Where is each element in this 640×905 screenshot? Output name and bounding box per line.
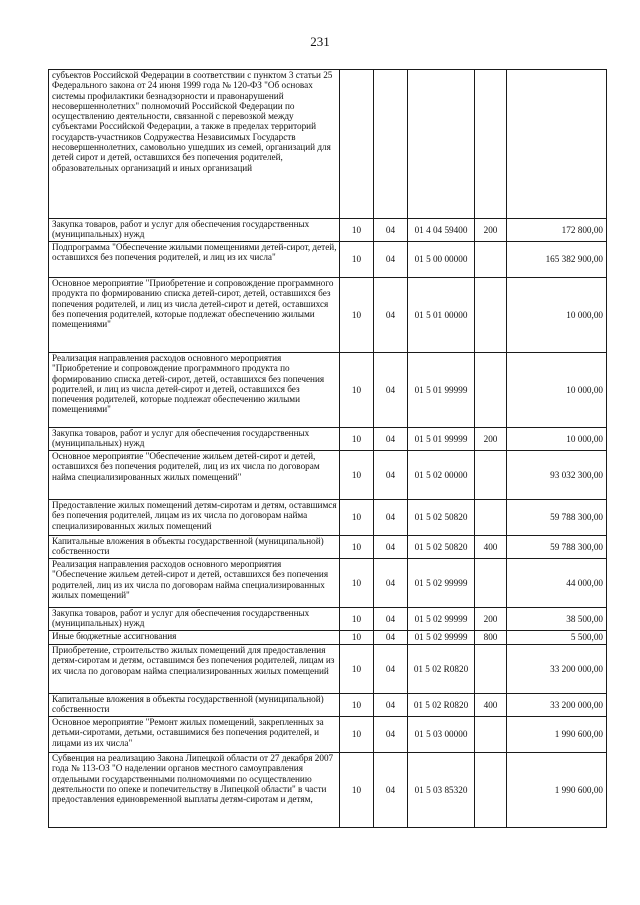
row-section: 10	[340, 242, 374, 278]
row-expense-type	[475, 353, 507, 428]
table-row	[49, 451, 607, 500]
row-expense-type	[475, 451, 507, 500]
row-name: Закупка товаров, работ и услуг для обеспечения государственных (муниципальных) нужд	[49, 428, 340, 451]
row-subsection: 04	[374, 694, 408, 717]
row-expense-type	[475, 70, 507, 219]
row-target-article: 01 5 01 99999	[408, 353, 475, 428]
row-name: Основное мероприятие "Приобретение и сопровождение программного продукта по формированию списка детей-сирот, детей, оставшихся без попечения родителей, и лиц из числа детей-сирот и детей, оставшихся без попечения родителей, которые подлежат обеспечению жилыми помещениями"	[49, 278, 340, 353]
row-amount: 1 990 600,00	[507, 717, 607, 753]
row-subsection: 04	[374, 631, 408, 645]
row-target-article: 01 5 02 99999	[408, 608, 475, 631]
table-row	[49, 278, 607, 353]
table-row	[49, 70, 607, 219]
row-name: Основное мероприятие "Обеспечение жильем детей-сирот и детей, оставшихся без попечения родителей, лиц из их числа по договорам найма специализированных жилых помещений"	[49, 451, 340, 500]
row-name: Приобретение, строительство жилых помещений для предоставления детям-сиротам и детям, оставшимся без попечения родителей, лицам из их числа по договорам найма специализированных жилых помещений	[49, 645, 340, 694]
row-subsection: 04	[374, 428, 408, 451]
row-subsection: 04	[374, 451, 408, 500]
row-section: 10	[340, 694, 374, 717]
row-amount: 10 000,00	[507, 278, 607, 353]
row-target-article: 01 4 04 59400	[408, 219, 475, 242]
row-expense-type: 200	[475, 219, 507, 242]
table-row	[49, 500, 607, 536]
row-expense-type	[475, 278, 507, 353]
row-target-article: 01 5 03 85320	[408, 753, 475, 828]
table-row	[49, 242, 607, 278]
row-target-article: 01 5 02 99999	[408, 631, 475, 645]
row-subsection: 04	[374, 645, 408, 694]
table-row	[49, 536, 607, 559]
budget-table-body	[49, 70, 607, 828]
row-subsection: 04	[374, 242, 408, 278]
row-target-article: 01 5 01 99999	[408, 428, 475, 451]
table-row	[49, 428, 607, 451]
row-subsection: 04	[374, 219, 408, 242]
row-name: Предоставление жилых помещений детям-сиротам и детям, оставшимся без попечения родителей, лицам из их числа по договорам найма специализированных жилых помещений	[49, 500, 340, 536]
row-target-article: 01 5 02 00000	[408, 451, 475, 500]
row-target-article	[408, 70, 475, 219]
row-expense-type: 400	[475, 536, 507, 559]
row-target-article: 01 5 03 00000	[408, 717, 475, 753]
row-subsection: 04	[374, 717, 408, 753]
table-row	[49, 353, 607, 428]
row-section: 10	[340, 608, 374, 631]
row-amount: 165 382 900,00	[507, 242, 607, 278]
row-target-article: 01 5 00 00000	[408, 242, 475, 278]
row-subsection: 04	[374, 500, 408, 536]
row-name: Субвенция на реализацию Закона Липецкой области от 27 декабря 2007 года № 113-ОЗ "О наделении органов местного самоуправления отдельными государственными полномочиями по осуществлению деятельности по опеке и попечительству в Липецкой области" в части предоставления единовременной выплаты детям-сиротам и детям,	[49, 753, 340, 828]
row-amount: 1 990 600,00	[507, 753, 607, 828]
row-amount: 10 000,00	[507, 353, 607, 428]
row-section: 10	[340, 500, 374, 536]
row-target-article: 01 5 01 00000	[408, 278, 475, 353]
row-section: 10	[340, 717, 374, 753]
row-amount: 10 000,00	[507, 428, 607, 451]
table-row	[49, 694, 607, 717]
row-expense-type	[475, 559, 507, 608]
table-row	[49, 753, 607, 828]
table-row	[49, 559, 607, 608]
row-section: 10	[340, 353, 374, 428]
row-target-article: 01 5 02 50820	[408, 500, 475, 536]
row-expense-type: 400	[475, 694, 507, 717]
row-section: 10	[340, 451, 374, 500]
row-expense-type: 200	[475, 428, 507, 451]
row-amount: 59 788 300,00	[507, 536, 607, 559]
budget-table	[48, 69, 607, 828]
row-subsection: 04	[374, 536, 408, 559]
row-section: 10	[340, 753, 374, 828]
row-name: Закупка товаров, работ и услуг для обеспечения государственных (муниципальных) нужд	[49, 608, 340, 631]
row-subsection	[374, 70, 408, 219]
row-name: Реализация направления расходов основного мероприятия "Приобретение и сопровождение программного продукта по формированию списка детей-сирот, детей, оставшихся без попечения родителей, и лиц из числа детей-сирот и детей, оставшихся без попечения родителей, которые подлежат обеспечению жилыми помещениями"	[49, 353, 340, 428]
row-target-article: 01 5 02 50820	[408, 536, 475, 559]
row-amount: 33 200 000,00	[507, 694, 607, 717]
row-name: Подпрограмма "Обеспечение жилыми помещениями детей-сирот, детей, оставшихся без попечения родителей, и лиц из их числа"	[49, 242, 340, 278]
row-section: 10	[340, 645, 374, 694]
row-expense-type	[475, 717, 507, 753]
row-section: 10	[340, 631, 374, 645]
row-name: Иные бюджетные ассигнования	[49, 631, 340, 645]
row-target-article: 01 5 02 R0820	[408, 645, 475, 694]
row-subsection: 04	[374, 559, 408, 608]
row-subsection: 04	[374, 353, 408, 428]
table-row	[49, 219, 607, 242]
row-amount: 33 200 000,00	[507, 645, 607, 694]
row-section	[340, 70, 374, 219]
table-row	[49, 608, 607, 631]
table-row	[49, 631, 607, 645]
row-subsection: 04	[374, 278, 408, 353]
row-amount: 93 032 300,00	[507, 451, 607, 500]
row-section: 10	[340, 428, 374, 451]
row-expense-type	[475, 242, 507, 278]
row-expense-type: 800	[475, 631, 507, 645]
row-name: субъектов Российской Федерации в соответствии с пунктом 3 статьи 25 Федерального закона от 24 июня 1999 года № 120-ФЗ "Об основах системы профилактики безнадзорности и правонарушений несовершеннолетних" полномочий Российской Федерации по осуществлению деятельности, связанной с перевозкой между субъектами Российской Федерации, а также в пределах территорий государств-участников Содружества Независимых Государств несовершеннолетних, самовольно ушедших из семей, организаций для детей сирот и детей, оставшихся без попечения родителей, образовательных организаций и иных организаций	[49, 70, 340, 219]
row-amount: 172 800,00	[507, 219, 607, 242]
row-target-article: 01 5 02 99999	[408, 559, 475, 608]
row-expense-type	[475, 753, 507, 828]
table-row	[49, 717, 607, 753]
row-section: 10	[340, 278, 374, 353]
page-number: 231	[310, 34, 330, 49]
row-expense-type	[475, 500, 507, 536]
row-name: Основное мероприятие "Ремонт жилых помещений, закрепленных за детьми-сиротами, детьми, оставшимися без попечения родителей, и лицами из их числа"	[49, 717, 340, 753]
row-section: 10	[340, 559, 374, 608]
row-name: Закупка товаров, работ и услуг для обеспечения государственных (муниципальных) нужд	[49, 219, 340, 242]
row-subsection: 04	[374, 608, 408, 631]
table-row	[49, 645, 607, 694]
row-amount	[507, 70, 607, 219]
row-name: Реализация направления расходов основного мероприятия "Обеспечение жильем детей-сирот и детей, оставшихся без попечения родителей, лиц из их числа по договорам найма специализированных жилых помещений"	[49, 559, 340, 608]
row-amount: 59 788 300,00	[507, 500, 607, 536]
row-expense-type	[475, 645, 507, 694]
row-amount: 5 500,00	[507, 631, 607, 645]
row-section: 10	[340, 219, 374, 242]
row-subsection: 04	[374, 753, 408, 828]
row-name: Капитальные вложения в объекты государственной (муниципальной) собственности	[49, 536, 340, 559]
row-section: 10	[340, 536, 374, 559]
row-name: Капитальные вложения в объекты государственной (муниципальной) собственности	[49, 694, 340, 717]
row-amount: 38 500,00	[507, 608, 607, 631]
row-expense-type: 200	[475, 608, 507, 631]
row-target-article: 01 5 02 R0820	[408, 694, 475, 717]
row-amount: 44 000,00	[507, 559, 607, 608]
